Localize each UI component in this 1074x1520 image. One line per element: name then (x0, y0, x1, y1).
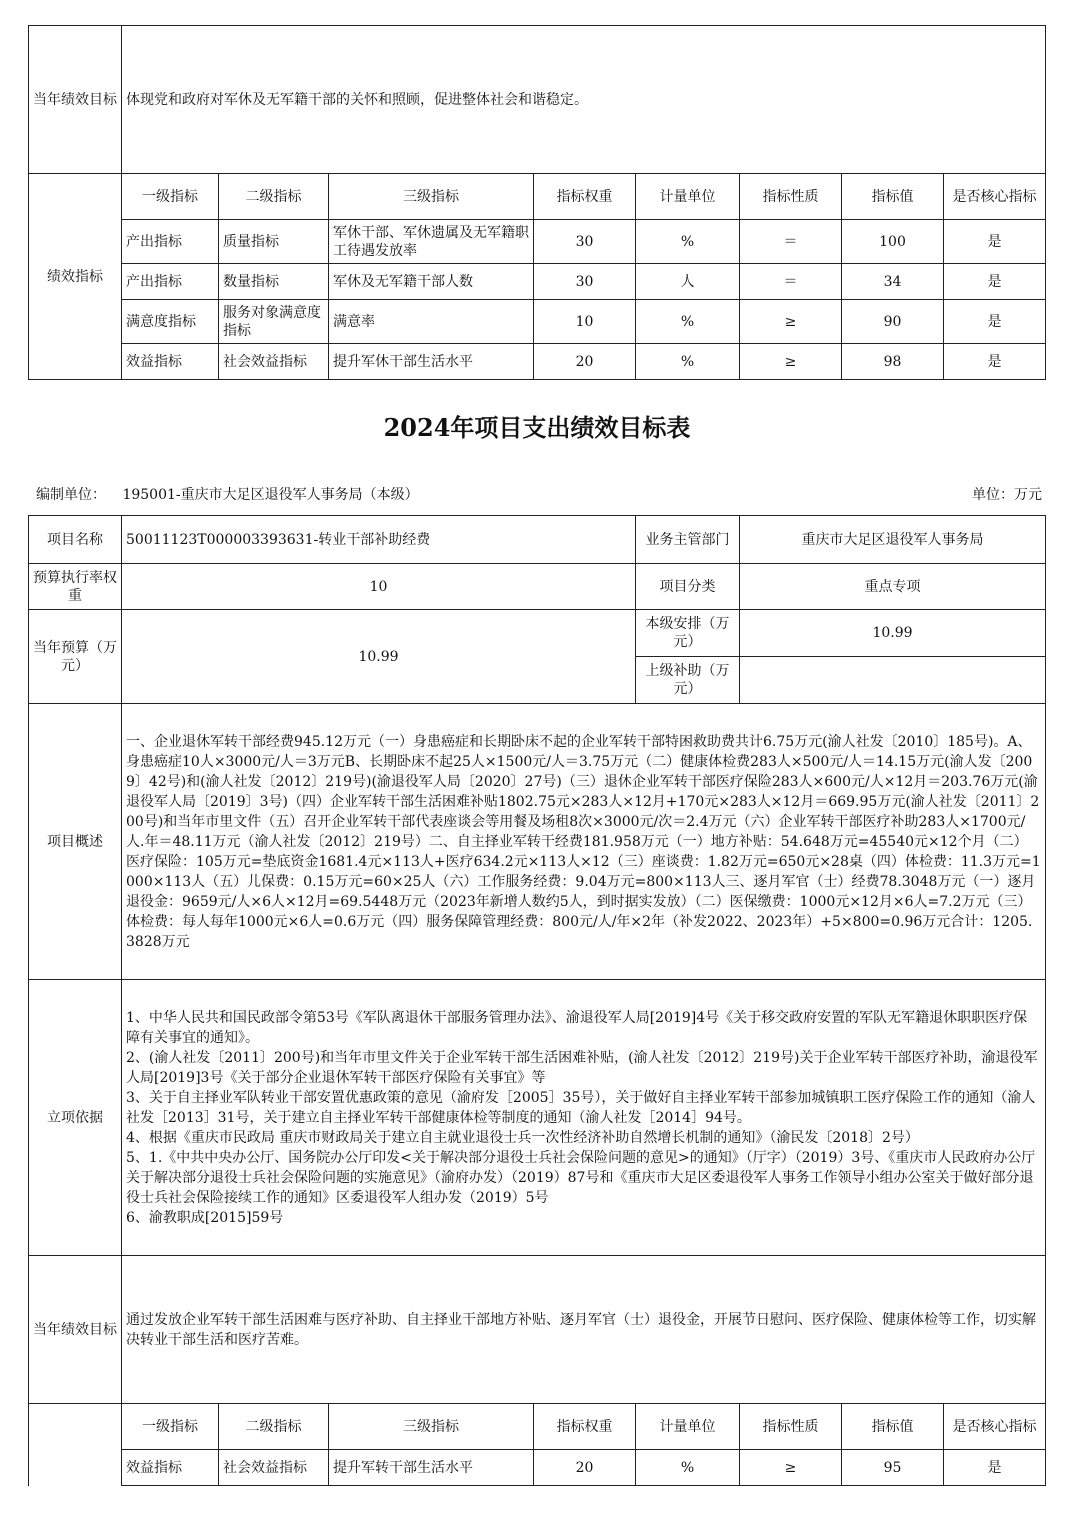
cell: 产出指标 (122, 220, 219, 264)
header-cell: 指标权重 (534, 174, 636, 220)
header-cell: 指标值 (842, 174, 944, 220)
basis-line: 4、根据《重庆市民政局 重庆市财政局关于建立自主就业退役士兵一次性经济补助自然增长机制的通知》（渝民发〔2018〕2号） (126, 1129, 919, 1146)
header-cell: 指标性质 (740, 174, 842, 220)
header-cell: 指标权重 (534, 1404, 636, 1450)
project-table (28, 515, 1046, 1486)
cell: 是 (944, 220, 1046, 264)
cell: 10 (534, 300, 636, 344)
cell: 质量指标 (219, 220, 329, 264)
basis-line: 2、(渝人社发〔2011〕200号)和当年市里文件关于企业军转干部生活困难补贴，(渝人社发〔2012〕219号)关于企业军转干部医疗补助，渝退役军人局[2019]3号《关于部分企业退休军转干部医疗保险有关事宜》等 (126, 1049, 1038, 1086)
cell: 20 (534, 1450, 636, 1486)
project-name-value: 50011123T000003393631-转业干部补助经费 (122, 516, 636, 564)
rate-label: 预算执行率权重 (29, 564, 122, 610)
org-info (36, 484, 419, 504)
cell: 社会效益指标 (219, 344, 329, 380)
cell: 社会效益指标 (219, 1450, 329, 1486)
cell: ＝ (740, 264, 842, 300)
cell: % (636, 300, 740, 344)
project-name-label: 项目名称 (29, 516, 122, 564)
header-cell: 二级指标 (219, 174, 329, 220)
header-cell: 二级指标 (219, 1404, 329, 1450)
header-cell: 三级指标 (329, 1404, 534, 1450)
overview-text: 一、企业退休军转干部经费945.12万元（一）身患癌症和长期卧床不起的企业军转干部特困救助费共计6.75万元(渝人社发〔2010〕185号)。A、身患癌症10人×3000元/人＝3万元B、长期卧床不起25人×1500元/人＝3.75万元（二）健康体检费283人×500元/人＝14.15万元(渝人发〔2009〕42号)和(渝人社发〔2012〕219号)(渝退役军人局〔2020〕27号)（三）退休企业军转干部医疗保险283人×600元/人×12月＝203.76万元(渝退役军人局〔2019〕3号)（四）企业军转干部生活困难补贴1802.75元×283人×12月+170元×283人×12月＝669.95万元(渝人社发〔2011〕200号)和当年市里文件（五）召开企业军转干部代表座谈会等用餐及场租8次×3000元/次＝2.4万元（六）企业军转干部医疗补助283人×1700元/人.年＝48.11万元（渝人社发〔2012〕219号）二、自主择业军转干经费181.958万元（一）地方补贴：54.648万元=45540元×12个月（二）医疗保险：105万元=垫底资金1681.4元×113人+医疗634.2元×113人×12（三）座谈费：1.82万元=650元×28桌（四）体检费：11.3万元=1000×113人（五）儿保费：0.15万元=60×25人（六）工作服务经费：9.04万元=800×113人三、逐月军官（士）经费78.3048万元（一）逐月退役金：9659元/人×6人×12月=69.5448万元（2023年新增人数约5人，到时据实发放）（二）医保缴费：1000元×12月×6人=7.2万元（三）体检费：每人每年1000元×6人=0.6万元（四）服务保障管理经费：800元/人/年×2年（补发2022、2023年）+5×800=0.96万元合计：1205.3828万元 (122, 704, 1046, 980)
budget-value: 10.99 (122, 610, 636, 704)
upper-value (740, 657, 1046, 704)
header-cell: 计量单位 (636, 1404, 740, 1450)
cell: 效益指标 (122, 344, 219, 380)
basis-line: 5、1.《中共中央办公厅、国务院办公厅印发<关于解决部分退役士兵社会保险问题的意见>的通知》（厅字）（2019）3号、《重庆市人民政府办公厅关于解决部分退役士兵社会保险问题的实施意见》（渝府办发）（2019）87号和《重庆市大足区委退役军人事务工作领导小组办公室关于做好部分退役士兵社会保险接续工作的通知》区委退役军人组办发（2019）5号 (126, 1149, 1036, 1206)
header-cell: 指标性质 (740, 1404, 842, 1450)
header-cell: 三级指标 (329, 174, 534, 220)
cell: 30 (534, 264, 636, 300)
cell: 是 (944, 300, 1046, 344)
cell: 满意率 (329, 300, 534, 344)
basis-label: 立项依据 (29, 980, 122, 1256)
cell: 效益指标 (122, 1450, 219, 1486)
cell: 是 (944, 1450, 1046, 1486)
cell: 是 (944, 264, 1046, 300)
table-row (29, 344, 1046, 380)
header-cell: 一级指标 (122, 174, 219, 220)
cell: 90 (842, 300, 944, 344)
cell: 30 (534, 220, 636, 264)
cell: 提升军休干部生活水平 (329, 344, 534, 380)
basis-line: 3、关于自主择业军队转业干部安置优惠政策的意见（渝府发［2005］35号），关于做好自主择业军转干部参加城镇职工医疗保险工作的通知（渝人社发［2013］31号，关于建立自主择业军转干部健康体检等制度的通知（渝人社发［2014］94号。 (126, 1089, 1036, 1126)
cell: 满意度指标 (122, 300, 219, 344)
header-cell: 一级指标 (122, 1404, 219, 1450)
cell: ≥ (740, 1450, 842, 1486)
cell: ≥ (740, 300, 842, 344)
header-cell: 是否核心指标 (944, 174, 1046, 220)
cell: ≥ (740, 344, 842, 380)
cell: 95 (842, 1450, 944, 1486)
rate-value: 10 (122, 564, 636, 610)
table-row (29, 220, 1046, 264)
cell: 34 (842, 264, 944, 300)
cell: 数量指标 (219, 264, 329, 300)
top-performance-table (28, 25, 1046, 380)
category-label: 项目分类 (636, 564, 740, 610)
cell: 军休及无军籍干部人数 (329, 264, 534, 300)
org-value: 195001-重庆市大足区退役军人事务局（本级） (122, 487, 419, 503)
org-label: 编制单位： (36, 487, 106, 503)
project-indicators-label (29, 1404, 122, 1486)
cell: 提升军转干部生活水平 (329, 1450, 534, 1486)
table-row (29, 264, 1046, 300)
dept-label: 业务主管部门 (636, 516, 740, 564)
header-cell: 是否核心指标 (944, 1404, 1046, 1450)
goal-label: 当年绩效目标 (29, 26, 122, 174)
cell: 产出指标 (122, 264, 219, 300)
cell: 98 (842, 344, 944, 380)
budget-label: 当年预算（万元） (29, 610, 122, 704)
cell: 100 (842, 220, 944, 264)
table-row (29, 300, 1046, 344)
table-row (29, 1450, 1046, 1486)
local-value: 10.99 (740, 610, 1046, 657)
upper-label: 上级补助（万元） (636, 657, 740, 704)
local-label: 本级安排（万元） (636, 610, 740, 657)
goal-text: 体现党和政府对军休及无军籍干部的关怀和照顾，促进整体社会和谐稳定。 (122, 26, 1046, 174)
overview-label: 项目概述 (29, 704, 122, 980)
cell: % (636, 344, 740, 380)
cell: ＝ (740, 220, 842, 264)
basis-line: 1、中华人民共和国民政部令第53号《军队离退休干部服务管理办法》、渝退役军人局[2019]4号《关于移交政府安置的军队无军籍退休职职医疗保障有关事宜的通知》。 (126, 1009, 1028, 1046)
project-goal-text: 通过发放企业军转干部生活困难与医疗补助、自主择业干部地方补贴、逐月军官（士）退役金，开展节日慰问、医疗保险、健康体检等工作，切实解决转业干部生活和医疗苦难。 (122, 1256, 1046, 1404)
cell: 20 (534, 344, 636, 380)
category-value: 重点专项 (740, 564, 1046, 610)
cell: % (636, 220, 740, 264)
basis-text (122, 980, 1046, 1256)
indicators-label: 绩效指标 (29, 174, 122, 380)
money-unit: 单位：万元 (972, 487, 1042, 503)
cell: 服务对象满意度指标 (219, 300, 329, 344)
cell: 是 (944, 344, 1046, 380)
project-goal-label: 当年绩效目标 (29, 1256, 122, 1404)
dept-value: 重庆市大足区退役军人事务局 (740, 516, 1046, 564)
header-cell: 计量单位 (636, 174, 740, 220)
cell: 军休干部、军休遗属及无军籍职工待遇发放率 (329, 220, 534, 264)
header-cell: 指标值 (842, 1404, 944, 1450)
page-title: 2024年项目支出绩效目标表 (383, 413, 691, 442)
cell: 人 (636, 264, 740, 300)
cell: % (636, 1450, 740, 1486)
basis-line: 6、渝教职成[2015]59号 (126, 1209, 284, 1226)
